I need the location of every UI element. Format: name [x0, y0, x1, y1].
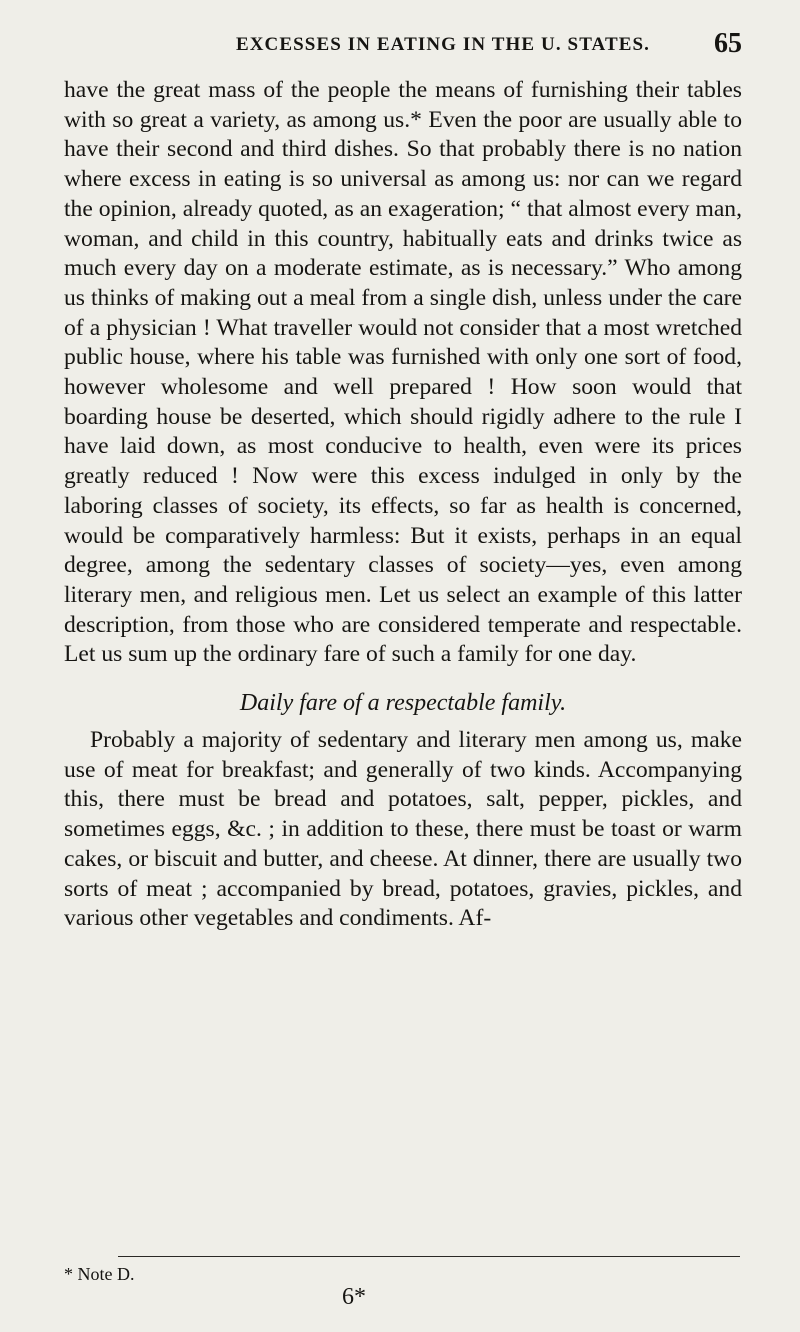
body-text	[64, 76, 742, 934]
section-subheading: Daily fare of a respectable family.	[239, 690, 567, 717]
footnote-divider	[118, 1256, 740, 1257]
running-head: EXCESSES IN EATING IN THE U. STATES.	[235, 34, 651, 55]
paragraph-1: have the great mass of the people the means of furnishing their tables with so great a variety, as among us.* Even the poor are usually able to have their second and third dishes. So that probably there is no nation where excess in eating is so universal as among us: nor can we regard the opinion, already quoted, as an exageration; “ that almost every man, woman, and child in this country, habitually eats and drinks twice as much every day on a moderate estimate, as is necessary.” Who among us thinks of making out a meal from a single dish, unless under the care of a physician ! What traveller would not consider that a most wretched public house, where his table was furnished with only one sort of food, however wholesome and well prepared ! How soon would that boarding house be deserted, which should rigidly adhere to the rule I have laid down, as most conducive to health, even were its prices greatly reduced ! Now were this excess indulged in only by the laboring classes of society, its effects, so far as health is concerned, would be comparatively harmless: But it exists, perhaps in an equal degree, among the sedentary classes of society—yes, even among literary men, and religious men. Let us select an example of this latter description, from those who are considered temperate and respectable. Let us sum up the ordinary fare of such a family for one day.	[64, 77, 742, 668]
paragraph-2: Probably a majority of sedentary and literary men among us, make use of meat for breakfast; and generally of two kinds. Accompanying this, there must be bread and potatoes, salt, pepper, pickles, and sometimes eggs, &c. ; in addition to these, there must be toast or warm cakes, or biscuit and butter, and cheese. At dinner, there are usually two sorts of meat ; accompanied by bread, potatoes, gravies, pickles, and various other vegetables and condiments. Af-	[64, 727, 742, 932]
printer-signature-mark: 6*	[342, 1284, 366, 1310]
footnote: * Note D.	[64, 1264, 135, 1284]
page-header	[64, 30, 742, 60]
page-number: 65	[714, 28, 742, 59]
